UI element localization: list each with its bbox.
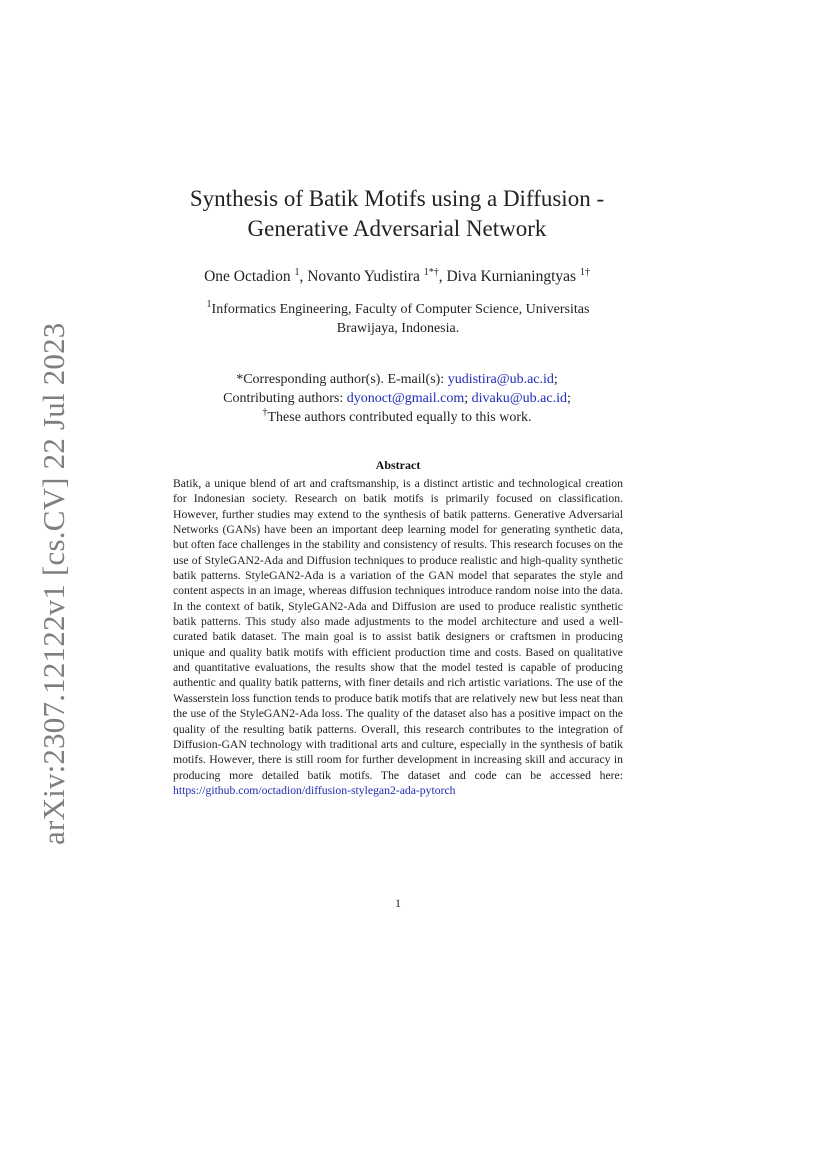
title-line-1: Synthesis of Batik Motifs using a Diffusion -: [189, 186, 605, 211]
contributing-email-link-1[interactable]: dyonoct@gmail.com: [346, 391, 465, 406]
affiliation: [172, 300, 624, 338]
author-affiliation-mark: 1*†: [423, 267, 439, 278]
code-repository-link[interactable]: https://github.com/octadion/diffusion-stylegan2-ada-pytorch: [173, 783, 456, 797]
author-separator: ,: [299, 268, 308, 285]
corresponding-email-link[interactable]: yudistira@ub.ac.id: [447, 372, 554, 387]
equal-contribution-mark: †: [262, 407, 268, 418]
paper-title: [170, 184, 624, 244]
page-number: 1: [395, 896, 401, 910]
abstract-body: [173, 476, 623, 798]
punctuation: ;: [464, 391, 472, 406]
abstract-text: Batik, a unique blend of art and craftsmanship, is a distinct artistic and technological creation for Indonesian society. Research on batik motifs is primarily focused on classification. However, further studies may extend to the synthesis of batik patterns. Generative Adversarial Networks (GANs) have been an important deep learning model for generating synthetic data, but often face challenges in the stability and consistency of results. This research focuses on the use of StyleGAN2-Ada and Diffusion techniques to produce realistic and high-quality synthetic batik patterns. StyleGAN2-Ada is a variation of the GAN model that separates the style and content aspects in an image, whereas diffusion techniques introduce random noise into the data. In the context of batik, StyleGAN2-Ada and Diffusion are used to produce realistic synthetic batik patterns. This study also made adjustments to the model architecture and used a well-curated batik dataset. The main goal is to assist batik designers or craftsmen in producing unique and quality batik motifs with efficient production time and costs. Based on qualitative and quantitative evaluations, the results show that the model tested is capable of producing authentic and quality batik patterns, with finer details and rich artistic variations. The use of the Wasserstein loss function tends to produce batik motifs that are relatively new but less neat than the use of the StyleGAN2-Ada loss. The quality of the dataset also has a positive impact on the quality of the resulting batik patterns. Overall, this research contributes to the integration of Diffusion-GAN technology with traditional arts and culture, especially in the synthesis of batik motifs. However, there is still room for further development in increasing skill and accuracy in producing more detailed batik motifs. The dataset and code can be accessed here:: [173, 477, 623, 782]
author-list: [150, 268, 644, 286]
author-name: Novanto Yudistira: [307, 268, 420, 285]
correspondence-block: [160, 370, 634, 427]
punctuation: ;: [566, 391, 571, 406]
punctuation: ;: [553, 372, 558, 387]
corresponding-label: *Corresponding author(s). E-mail(s):: [236, 372, 448, 387]
contributing-label: Contributing authors:: [223, 391, 347, 406]
author-name: Diva Kurnianingtyas: [446, 268, 577, 285]
affiliation-line-2: Brawijaya, Indonesia.: [336, 321, 460, 336]
author-separator: ,: [438, 268, 447, 285]
contributing-email-link-2[interactable]: divaku@ub.ac.id: [471, 391, 567, 406]
author-affiliation-mark: 1: [294, 267, 300, 278]
equal-contribution-note: These authors contributed equally to this work.: [267, 410, 532, 425]
affiliation-mark: 1: [206, 299, 212, 310]
arxiv-identifier-stamp: arXiv:2307.12122v1 [cs.CV] 22 Jul 2023: [36, 322, 71, 845]
title-line-2: Generative Adversarial Network: [247, 216, 547, 241]
abstract-heading: Abstract: [375, 458, 421, 472]
author-name: One Octadion: [204, 268, 291, 285]
affiliation-line-1: Informatics Engineering, Faculty of Computer Science, Universitas: [211, 302, 590, 317]
author-affiliation-mark: 1†: [579, 267, 590, 278]
